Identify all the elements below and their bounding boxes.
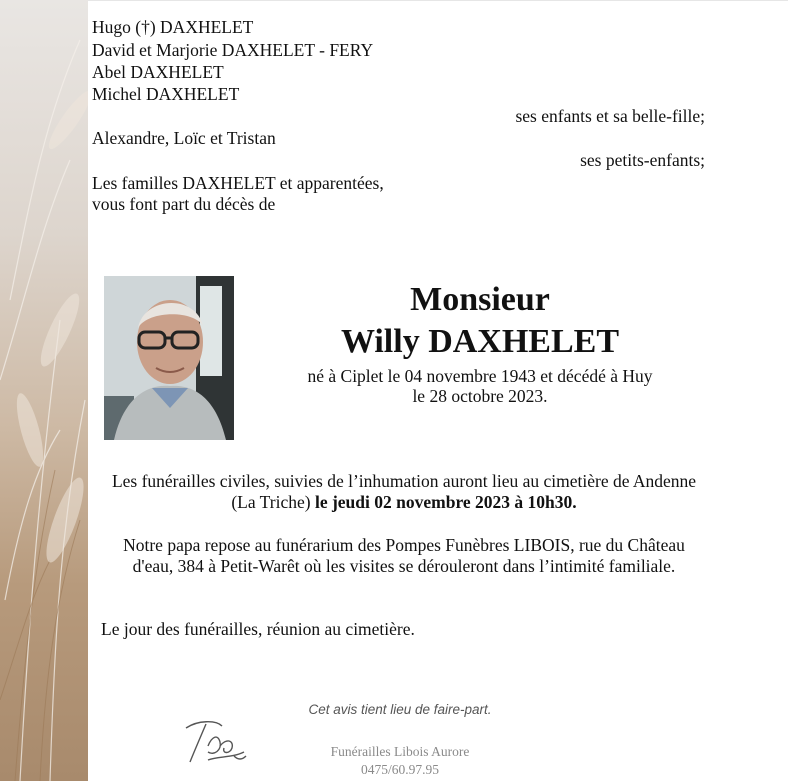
family-line-3: Abel DAXHELET [92,62,224,82]
pampas-grass-icon [0,0,88,781]
family-line-1: Hugo (†) DAXHELET [92,17,254,37]
funeral-location: (La Triche) [231,492,311,512]
born-died-line: né à Ciplet le 04 novembre 1943 et décédé à Huy [307,366,653,386]
family-line-2: David et Marjorie DAXHELET - FERY [92,40,374,60]
repose-line-2: d'eau, 384 à Petit-Warêt où les visites se dérouleront dans l’intimité familiale. [132,556,676,576]
portrait-photo [104,276,234,440]
gathering-line: Le jour des funérailles, réunion au cimetière. [101,619,415,639]
grandchildren-label: ses petits-enfants; [580,150,705,170]
deceased-title: Monsieur [410,281,550,318]
company-name: Funérailles Libois Aurore [330,744,470,759]
libois-logo-icon [178,716,252,774]
announce-line: vous font part du décès de [92,194,276,214]
death-date-line: le 28 octobre 2023. [412,386,548,406]
top-divider [88,0,788,1]
funeral-line-1: Les funérailles civiles, suivies de l’inhumation auront lieu au cimetière de Andenne [111,471,697,491]
funeral-date: le jeudi 02 novembre 2023 à 10h30. [314,492,577,512]
families-line: Les familles DAXHELET et apparentées, [92,173,384,193]
repose-line-1: Notre papa repose au funérarium des Pompes Funèbres LIBOIS, rue du Château [123,535,685,555]
notice-text: Cet avis tient lieu de faire-part. [308,702,492,717]
funeral-line-2 [94,491,714,513]
side-decoration [0,0,88,781]
grandchildren-names: Alexandre, Loïc et Tristan [92,128,276,148]
children-label: ses enfants et sa belle-fille; [515,106,705,126]
deceased-name: Willy DAXHELET [340,323,620,360]
company-phone: 0475/60.97.95 [360,762,439,777]
family-line-4: Michel DAXHELET [92,84,240,104]
